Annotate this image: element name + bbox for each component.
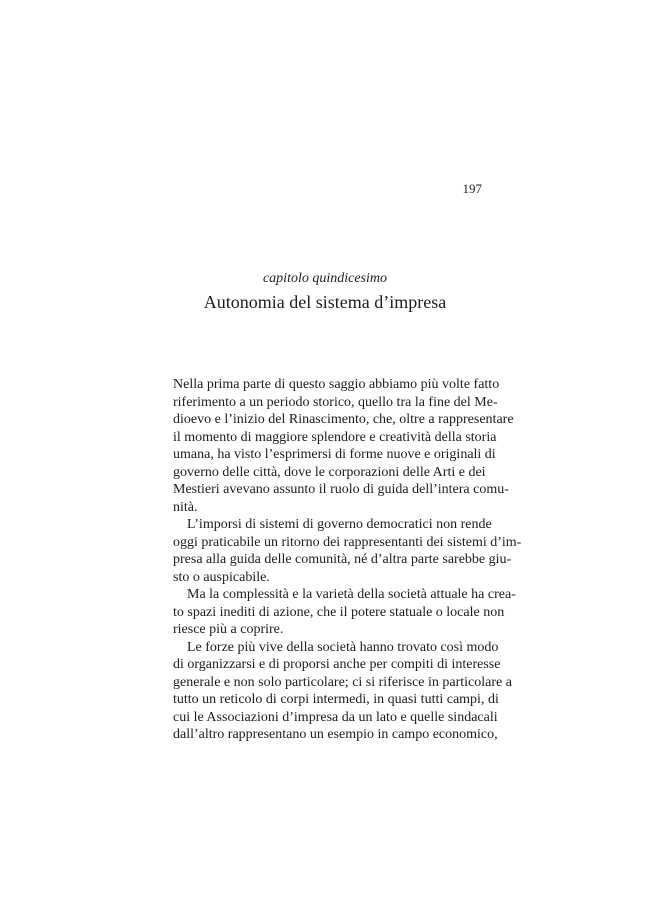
text-line: generale e non solo particolare; ci si riferisce in particolare a [173,674,512,690]
text-line: Mestieri avevano assunto il ruolo di guida dell’intera comu- [173,482,509,497]
text-line: cui le Associazioni d’impresa da un lato e quelle sindacali [173,709,498,725]
text-line: nità. [173,499,198,515]
page-number: 197 [462,181,482,196]
text-line: to spazi inediti di azione, che il potere statuale o locale non [173,604,505,620]
text-line: riesce più a coprire. [173,622,284,637]
text-line: L’imporsi di sistemi di governo democratici non rende [187,517,492,532]
text-line: il momento di maggiore splendore e creatività della storia [173,429,497,445]
text-line: dioevo e l’inizio del Rinascimento, che, oltre a rappresentare [173,412,514,427]
text-line: sto o auspicabile. [173,569,270,585]
text-line: Ma la complessità e la varietà della società attuale ha crea- [187,587,516,602]
text-line: oggi praticabile un ritorno dei rappresentanti dei sistemi d’im- [173,534,522,550]
text-line: Le forze più vive della società hanno trovato così modo [187,639,499,655]
text-line: umana, ha visto l’esprimersi di forme nuove e originali di [173,447,496,462]
text-line: presa alla guida delle comunità, né d’altra parte sarebbe giu- [173,552,512,567]
text-line: riferimento a un periodo storico, quello tra la fine del Me- [173,394,498,410]
text-line: governo delle città, dove le corporazioni delle Arti e dei [173,464,486,480]
text-line: Nella prima parte di questo saggio abbiamo più volte fatto [173,377,500,392]
text-line: di organizzarsi e di proporsi anche per compiti di interesse [173,657,501,672]
chapter-title: Autonomia del sistema d’impresa [203,292,447,312]
text-line: dall’altro rappresentano un esempio in campo economico, [173,727,498,742]
body-text [173,376,522,744]
chapter-label: capitolo quindicesimo [262,271,388,286]
text-line: tutto un reticolo di corpi intermedi, in quasi tutti campi, di [173,692,499,707]
